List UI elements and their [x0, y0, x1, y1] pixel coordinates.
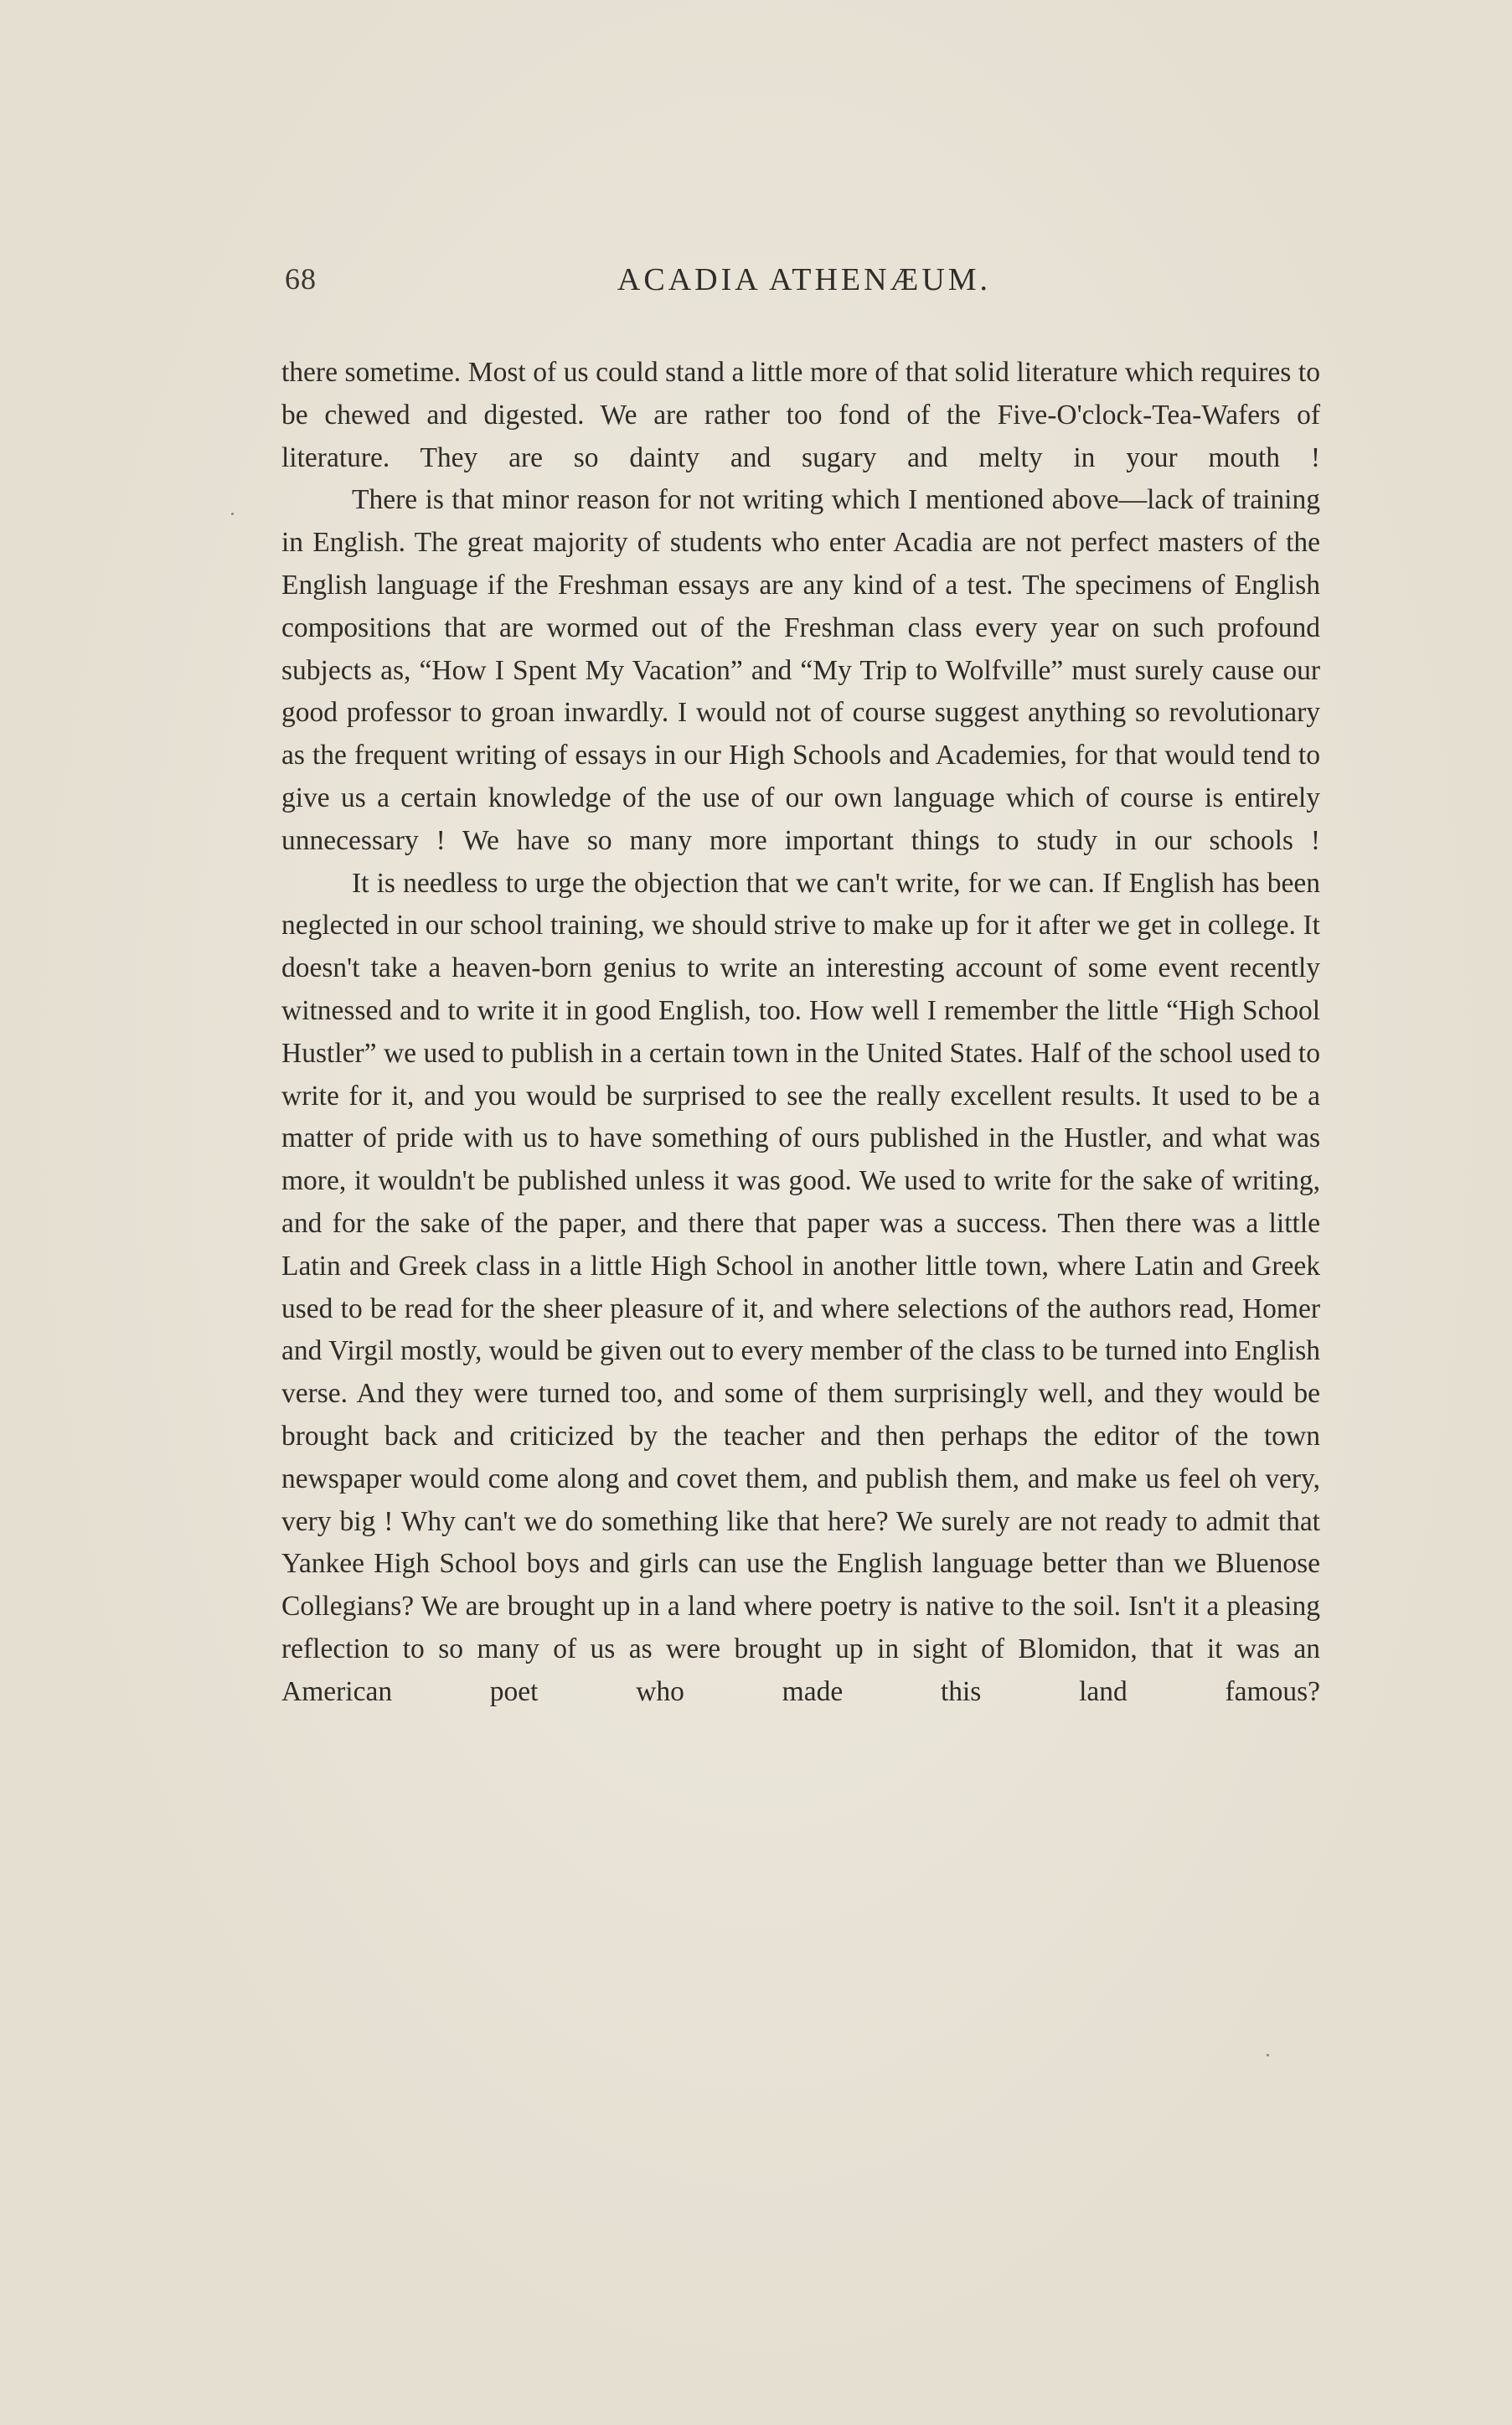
article-body	[281, 352, 1320, 1714]
paper-speck	[231, 513, 234, 515]
paper-speck	[1267, 2054, 1269, 2056]
page-header	[285, 261, 1324, 312]
paragraph-3: It is needless to urge the objection that we can't write, for we can. If English has been neglected in our school training, we should strive to make up for it after we get in college. It doesn't take a heaven-born genius to write an interesting account of some event recently witnessed and to write it in good English, too. How well I remember the little “High School Hustler” we used to publish in a certain town in the United States. Half of the school used to write for it, and you would be surprised to see the really excellent results. It used to be a matter of pride with us to have something of ours published in the Hustler, and what was more, it wouldn't be published unless it was good. We used to write for the sake of writing, and for the sake of the paper, and there that paper was a success. Then there was a little Latin and Greek class in a little High School in another little town, where Latin and Greek used to be read for the sheer pleasure of it, and where selections of the authors read, Homer and Virgil mostly, would be given out to every member of the class to be turned into English verse. And they were turned too, and some of them surprisingly well, and they would be brought back and criticized by the teacher and then perhaps the editor of the town newspaper would come along and covet them, and publish them, and make us feel oh very, very big ! Why can't we do something like that here? We surely are not ready to admit that Yankee High School boys and girls can use the English language better than we Bluenose Collegians? We are brought up in a land where poetry is native to the soil. Isn't it a pleasing reflection to so many of us as were brought up in sight of Blomidon, that it was an American poet who made this land famous?	[281, 867, 1320, 1707]
paragraph-1: there sometime. Most of us could stand a little more of that solid literature which requires to be chewed and digested. We are rather too fond of the Five-O'clock-Tea-Wafers of literature. They are so dainty and sugary and melty in your mouth !	[281, 357, 1320, 473]
paragraph-2: There is that minor reason for not writing which I mentioned above—lack of training in English. The great majority of students who enter Acadia are not perfect masters of the English language if the Freshman essays are any kind of a test. The specimens of English compositions that are wormed out of the Freshman class every year on such profound subjects as, “How I Spent My Vacation” and “My Trip to Wolfville” must surely cause our good professor to groan inwardly. I would not of course suggest anything so revolutionary as the frequent writing of essays in our High Schools and Academies, for that would tend to give us a certain knowledge of the use of our own language which of course is entirely unnecessary ! We have so many more important things to study in our schools !	[281, 484, 1320, 856]
page-number: 68	[285, 262, 317, 296]
running-title: ACADIA ATHENÆUM.	[617, 262, 992, 297]
